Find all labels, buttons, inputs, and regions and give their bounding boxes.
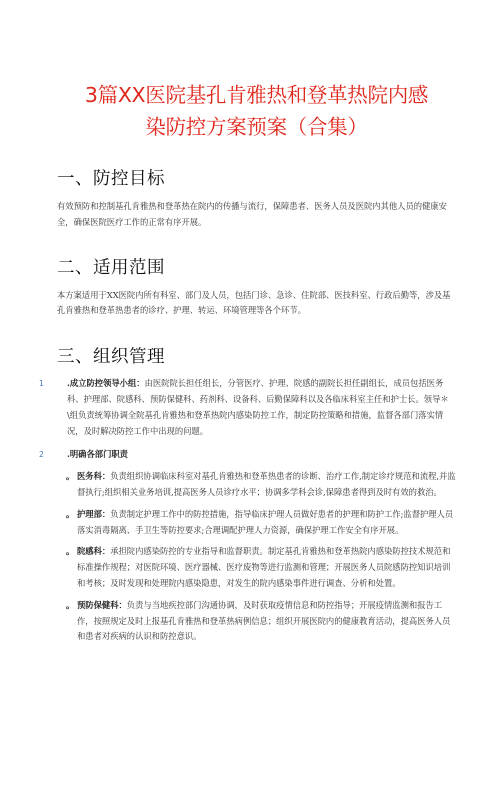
document-title xyxy=(57,79,456,143)
bullet-dot: 。 xyxy=(66,508,75,519)
bullet-text: 承担院内感染防控的专业指导和监督职责。制定基孔肯雅热和登革热院内感染防控技术规范和标准操作规程；对医院环境、医疗器械、医疗废物等进行监测和管理；开展医务人员院感防控知识培训和考核；及时发现和处理院内感染隐患，对发生的院内感染事件进行调查、分析和处置。 xyxy=(77,546,451,588)
document-page xyxy=(0,79,500,786)
bullet-label: 院感科： xyxy=(77,546,111,557)
bullet-label: 医务科： xyxy=(77,471,111,482)
section-heading-scope: 二、适用范围 xyxy=(57,257,165,278)
bullet-infection-control xyxy=(57,544,456,591)
bullet-dot: 。 xyxy=(66,471,75,482)
list-number: 1 xyxy=(39,379,44,389)
bullet-medical-affairs xyxy=(57,469,456,501)
org-item-text: 由医院院长担任组长，分管医疗、护理、院感的副院长担任副组长，成员包括医务科、护理部、院感科、预防保健科、药剂科、设备科、后勤保障科以及各临床科室主任和护士长。领导＊\组负责统筹协调全院基孔肯雅热和登革热院内感染防控工作，制定防控策略和措施，监督各部门落实情况，及时解决防控工作中出现的问题。 xyxy=(67,378,449,436)
bullet-text: 负责与当地疾控部门沟通协调，及时获取疫情信息和防控指导；开展疫情监测和报告工作，按照规定及时上报基孔肯雅热和登革热病例信息；组织开展医院内的健康教育活动，提高医务人员和患者对疾病的认识和防控意识。 xyxy=(77,599,451,642)
bullet-label: 预防保健科： xyxy=(77,599,127,610)
title-line-2: 染防控方案预案（合集） xyxy=(145,115,368,139)
section-heading-goals: 一、防控目标 xyxy=(57,169,165,189)
org-item-leadership-group xyxy=(39,376,456,439)
bullet-nursing xyxy=(57,507,456,539)
bullet-text: 负责制定护理工作中的防控措施，指导临床护理人员做好患者的护理和防护工作;监督护理人员落实消毒隔离、手卫生等防控要求;合理调配护理人力资源，确保护理工作安全有序开展。 xyxy=(77,508,454,535)
section-heading-organization: 三、组织管理 xyxy=(57,347,165,368)
list-number: 2 xyxy=(39,450,44,460)
bullet-dot: 。 xyxy=(66,599,75,610)
org-item-label: .明确各部门职责 xyxy=(67,449,128,460)
org-item-department-duties xyxy=(39,447,456,463)
section-text-scope: 本方案适用于XX医院内所有科室、部门及人员，包括门诊、急诊、住院部、医技科室、行政后勤等，涉及基孔肯雅热和登革热患者的诊疗、护理、转运、环境管理等各个环节。 xyxy=(57,289,451,316)
bullet-preventive-health xyxy=(57,598,456,645)
section-text-goals: 有效预防和控制基孔肯雅热和登革热在院内的传播与流行，保障患者、医务人员及医院内其他人员的健康安全，确保医院医疗工作的正常有序开展。 xyxy=(57,201,447,227)
bullet-dot: 。 xyxy=(66,546,75,557)
title-line-1: 3篇XX医院基孔肯雅热和登革热院内感 xyxy=(84,83,429,107)
bullet-text: 负责组织协调临床科室对基孔肯雅热和登革热患者的诊断、治疗工作,制定诊疗规范和流程,并监督执行;组织相关业务培训,提高医务人员诊疗水平；协调多学科会诊,保障患者得到及时有效的救治。 xyxy=(77,471,456,497)
org-item-label: .成立防控领导小组： xyxy=(67,378,145,389)
bullet-label: 护理部： xyxy=(77,508,111,519)
